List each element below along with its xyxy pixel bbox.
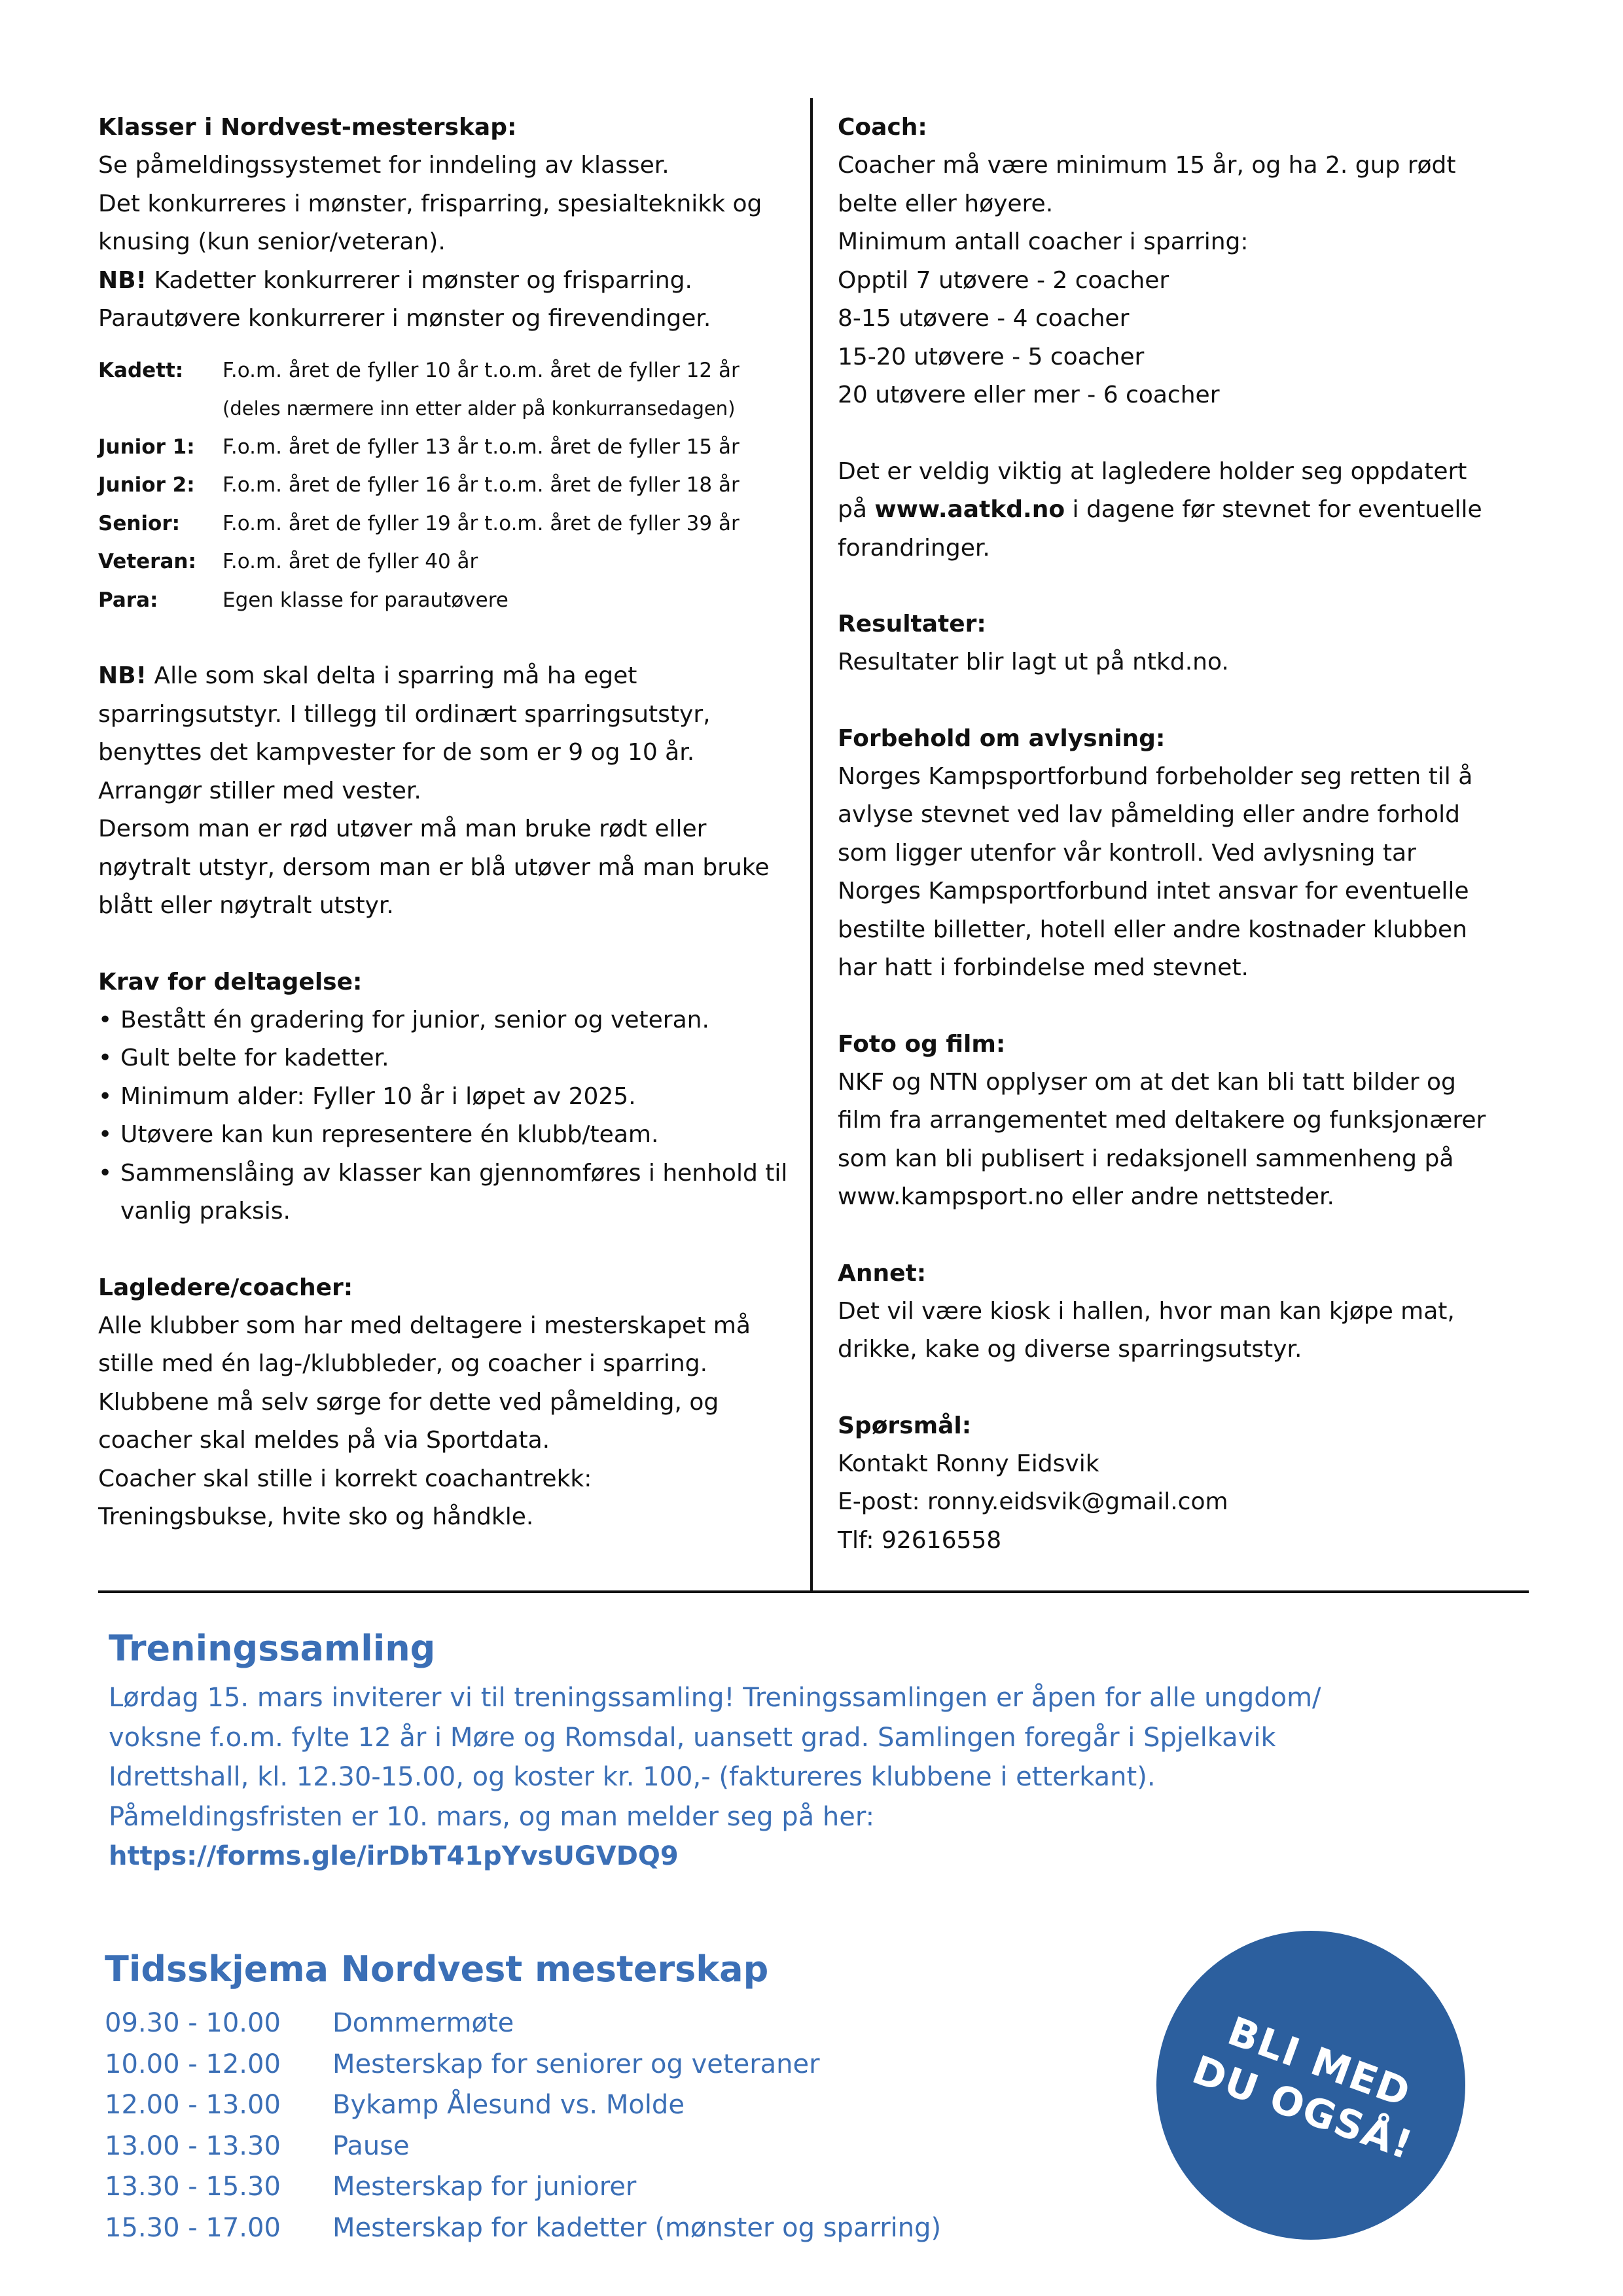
schedule-section [105,1940,1152,2248]
list-item: • Sammenslåing av klasser kan gjennomføres i henhold til vanlig praksis. [98,1155,805,1231]
class-name: Kadett: [98,358,184,382]
class-desc: Egen klasse for parautøvere [223,588,508,612]
klasser-line: Parautøvere konkurrerer i mønster og firevendinger. [98,305,711,332]
lagledere-text: Alle klubber som har med deltagere i mesterskapet må stille med én lag-/klubbleder, og coacher i sparring. Klubbene må selv sørge for dette ved påmelding, og coacher skal meldes på via Sportdata. Coacher skal stille i korrekt coachantrekk: Treningsbukse, hvite sko og håndkle. [98,1312,751,1530]
klasser-line: knusing (kun senior/veteran). [98,228,446,255]
left-column [98,109,805,1575]
training-title: Treningssamling [109,1628,436,1669]
forbehold-heading: Forbehold om avlysning: [838,725,1166,752]
class-row [98,351,805,390]
schedule-row [105,2126,1152,2167]
schedule-title: Tidsskjema Nordvest mesterskap [105,1948,769,1990]
klasser-nb-line [98,262,805,300]
klasser-line: Kadetter konkurrerer i mønster og frisparring. [154,266,692,294]
schedule-event: Pause [332,2130,410,2161]
sparring-first-line [98,657,805,696]
sparring-text: sparringsutstyr. I tillegg til ordinært sparringsutstyr, benyttes det kampvester for de som er 9 og 10 år. Arrangør stiller med vester. Dersom man er rød utøver må man bruke rødt eller nøytralt utstyr, dersom man er blå utøver må man bruke blått eller nøytralt utstyr. [98,700,770,919]
right-column [838,109,1544,1598]
class-row [98,428,805,467]
training-section [109,1619,1483,1876]
resultater-heading: Resultater: [838,611,986,637]
join-badge [1156,1931,1465,2240]
class-name: Veteran: [98,550,196,573]
schedule-row [105,2003,1152,2044]
sparring-section [98,657,805,925]
foto-heading: Foto og film: [838,1030,1006,1058]
krav-list [98,1001,805,1231]
list-item: • Bestått én gradering for junior, senior og veteran. [98,1001,805,1040]
class-name: Junior 2: [98,473,195,497]
schedule-row [105,2044,1152,2085]
krav-heading: Krav for deltagelse: [98,968,363,996]
schedule-event: Bykamp Ålesund vs. Molde [332,2090,685,2120]
list-item: • Gult belte for kadetter. [98,1039,805,1078]
resultater-text: Resultater blir lagt ut på ntkd.no. [838,649,1229,675]
schedule-time: 13.30 - 15.30 [105,2172,281,2202]
forbehold-section [838,720,1544,988]
lagledere-section [98,1269,805,1537]
klasser-section [98,109,805,338]
schedule-row [105,2166,1152,2208]
update-section [838,453,1544,568]
aatkd-link[interactable]: www.aatkd.no [874,496,1065,523]
annet-section [838,1255,1544,1369]
update-text: Det er veldig viktig at lagledere holder seg oppdatert på www.aatkd.no i dagene før stevnet for eventuelle forandringer. [838,457,1482,562]
annet-text: Det vil være kiosk i hallen, hvor man kan kjøpe mat, drikke, kake og diverse sparringsutstyr. [838,1297,1455,1363]
klasser-heading: Klasser i Nordvest-mesterskap: [98,114,517,141]
list-item: • Utøvere kan kun representere én klubb/team. [98,1116,805,1155]
column-divider [810,98,813,1592]
sporsmal-section [838,1407,1544,1560]
schedule-time: 12.00 - 13.00 [105,2090,281,2120]
training-body: Lørdag 15. mars inviterer vi til treningssamling! Treningssamlingen er åpen for alle ungdom/ voksne f.o.m. fylte 12 år i Møre og Romsdal, uansett grad. Samlingen foregår i Spjelkavik Idrettshall, kl. 12.30-15.00, og koster kr. 100,- (faktureres klubbene i etterkant). Påmeldingsfristen er 10. mars, og man melder seg på her: [109,1683,1321,1832]
klasser-line: Se påmeldingssystemet for inndeling av klasser. [98,152,669,179]
schedule-row [105,2208,1152,2249]
class-row [98,505,805,543]
class-desc: F.o.m. året de fyller 16 år t.o.m. året de fyller 18 år [223,473,740,497]
foto-section [838,1026,1544,1217]
schedule-time: 15.30 - 17.00 [105,2212,281,2243]
krav-section [98,963,805,1231]
forbehold-text: Norges Kampsportforbund forbeholder seg retten til å avlyse stevnet ved lav påmelding eller andre forhold som ligger utenfor vår kontroll. Ved avlysning tar Norges Kampsportforbund intet ansvar for eventuelle bestilte billetter, hotell eller andre kostnader klubben har hatt i forbindelse med stevnet. [838,762,1473,981]
schedule-event: Mesterskap for seniorer og veteraner [332,2049,820,2079]
schedule-event: Dommermøte [332,2008,514,2038]
badge-text: BLI MED DU OGSÅ! [1186,2008,1419,2169]
list-item: • Minimum alder: Fyller 10 år i løpet av 2025. [98,1078,805,1117]
schedule-event: Mesterskap for kadetter (mønster og sparring) [332,2212,942,2243]
sparring-first-text: Alle som skal delta i sparring må ha eget [147,662,637,689]
foto-text: NKF og NTN opplyser om at det kan bli tatt bilder og film fra arrangementet med deltakere og funksjonærer som kan bli publisert i redaksjonell sammenheng på www.kampsport.no eller andre nettsteder. [838,1068,1486,1210]
class-name: Senior: [98,511,181,535]
annet-heading: Annet: [838,1259,927,1287]
schedule-time: 09.30 - 10.00 [105,2008,281,2038]
class-row-sub [98,389,805,428]
sporsmal-heading: Spørsmål: [838,1412,972,1439]
class-desc: F.o.m. året de fyller 13 år t.o.m. året de fyller 15 år [223,435,740,459]
coach-section [838,109,1544,415]
class-table [98,351,805,620]
lagledere-heading: Lagledere/coacher: [98,1274,353,1301]
class-name: Junior 1: [98,435,195,459]
training-link[interactable]: https://forms.gle/irDbT41pYvsUGVDQ9 [109,1841,679,1871]
class-row [98,466,805,505]
nb-label: NB! [98,662,147,689]
class-row [98,543,805,581]
sporsmal-text: Kontakt Ronny Eidsvik E-post: ronny.eidsvik@gmail.com Tlf: 92616558 [838,1450,1228,1554]
class-row [98,581,805,620]
class-name: Para: [98,588,158,612]
class-note: (deles nærmere inn etter alder på konkurransedagen) [223,397,736,420]
schedule-time: 10.00 - 12.00 [105,2049,281,2079]
coach-heading: Coach: [838,114,927,141]
schedule-time: 13.00 - 13.30 [105,2130,281,2161]
resultater-section [838,605,1544,682]
nb-label: NB! [98,266,147,294]
coach-text: Coacher må være minimum 15 år, og ha 2. gup rødt belte eller høyere. Minimum antall coacher i sparring: Opptil 7 utøvere - 2 coacher 8-15 utøvere - 4 coacher 15-20 utøvere - 5 coacher 20 utøvere eller mer - 6 coacher [838,152,1456,408]
schedule-event: Mesterskap for juniorer [332,2172,637,2202]
schedule-row [105,2085,1152,2126]
klasser-line: Det konkurreres i mønster, frisparring, spesialteknikk og [98,190,762,217]
class-desc: F.o.m. året de fyller 40 år [223,550,478,573]
class-desc: F.o.m. året de fyller 10 år t.o.m. året de fyller 12 år [223,358,740,382]
class-desc: F.o.m. året de fyller 19 år t.o.m. året de fyller 39 år [223,511,740,535]
